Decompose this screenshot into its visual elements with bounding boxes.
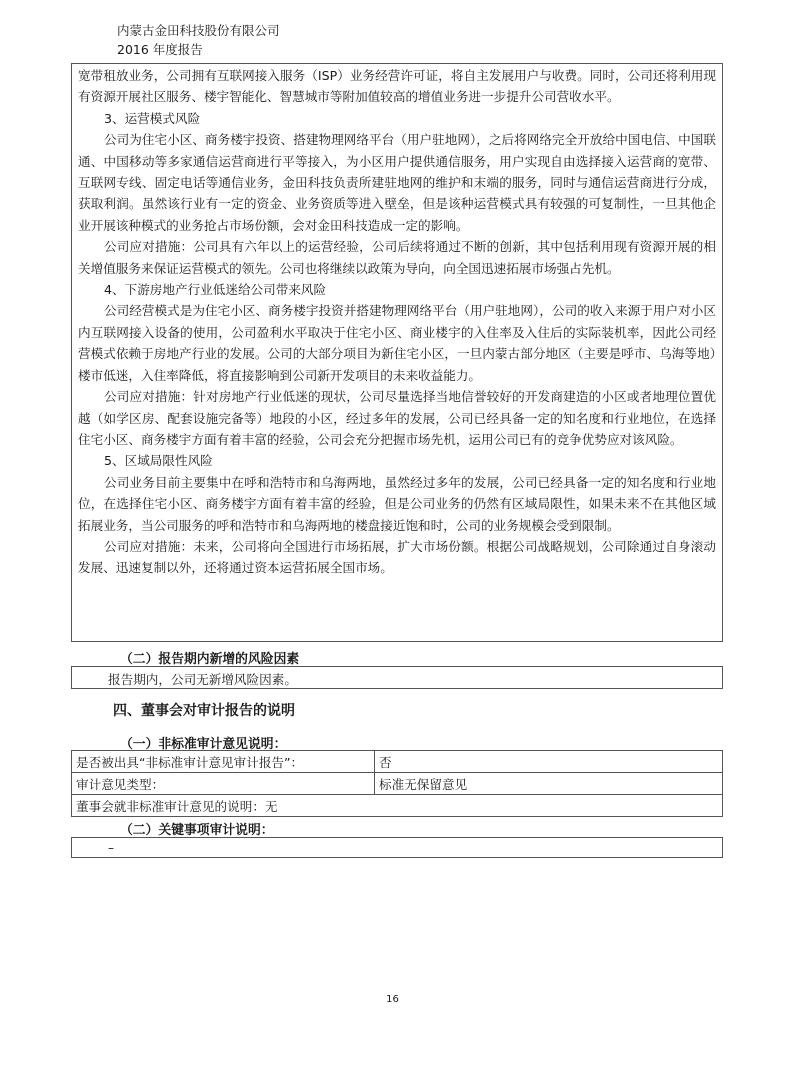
new-risk-title: （二）报告期内新增的风险因素 <box>120 652 300 667</box>
company-name: 内蒙古金田科技股份有限公司 <box>117 23 280 38</box>
table-cell-value: 否 <box>375 751 723 773</box>
paragraph: 公司经营模式是为住宅小区、商务楼宇投资并搭建物理网络平台（用户驻地网），公司的收入来源于用户对小区内互联网接入设备的使用，公司盈利水平取决于住宅小区、商业楼宇的入住率及入住后的实际装机率，因此公司经营模式依赖于房地产行业的发展。公司的大部分项目为新住宅小区，一旦内蒙古部分地区（主要是呼市、乌海等地）楼市低迷，入住率降低，将直接影响到公司新开发项目的未来收益能力。 <box>78 303 716 383</box>
report-title: 2016 年度报告 <box>117 42 203 57</box>
paragraph: 公司应对措施：针对房地产行业低迷的现状，公司尽量选择当地信誉较好的开发商建造的小区或者地理位置优越（如学区房、配套设施完备等）地段的小区，经过多年的发展，公司已经具备一定的知名度和行业地位，在选择住宅小区、商务楼宇方面有着丰富的经验，公司会充分把握市场先机，运用公司已有的竞争优势应对该风险。 <box>78 389 716 447</box>
new-risk-content: 报告期内，公司无新增风险因素。 <box>108 672 297 687</box>
new-risk-box <box>71 666 723 689</box>
key-matters-box <box>71 837 723 858</box>
risk-content-box <box>71 63 723 642</box>
table-cell-label: 审计意见类型： <box>72 773 375 795</box>
paragraph: 公司业务目前主要集中在呼和浩特市和乌海两地，虽然经过多年的发展，公司已经具备一定的知名度和行业地位，在选择住宅小区、商务楼宇方面有着丰富的经验，但是公司业务的仍然有区域局限性，如果未来不在其他区域拓展业务，当公司服务的呼和浩特市和乌海两地的楼盘接近饱和时，公司的业务规模会受到限制。 <box>78 474 716 533</box>
risk-heading-regional: 5、区域局限性风险 <box>104 453 213 469</box>
paragraph: 公司应对措施：公司具有六年以上的运营经验，公司后续将通过不断的创新，其中包括利用现有资源开展的相关增值服务来保证运营模式的领先。公司也将继续以政策为导向，向全国迅速拓展市场强占先机。 <box>78 239 716 276</box>
table-cell-value: 标准无保留意见 <box>375 773 723 795</box>
risk-heading-operating-model: 3、运营模式风险 <box>104 110 201 126</box>
paragraph: 公司应对措施：未来，公司将向全国进行市场拓展，扩大市场份额。根据公司战略规划，公司除通过自身滚动发展、迅速复制以外，还将通过资本运营拓展全国市场。 <box>78 538 716 576</box>
table-row <box>72 795 723 817</box>
key-matters-content: – <box>108 841 114 855</box>
board-note-cell: 董事会就非标准审计意见的说明：无 <box>72 795 723 817</box>
paragraph: 公司为住宅小区、商务楼宇投资、搭建物理网络平台（用户驻地网），之后将网络完全开放给中国电信、中国联通、中国移动等多家通信运营商进行平等接入，为小区用户提供通信服务，用户实现自由选择接入运营商的宽带、互联网专线、固定电话等通信业务，金田科技负责所建驻地网的维护和末端的服务，同时与通信运营商进行分成，获取利润。虽然该行业有一定的资金、业务资质等进入壁垒，但是该种运营模式具有较强的可复制性，一旦其他企业开展该种模式的业务抢占市场份额，会对金田科技造成一定的影响。 <box>78 132 716 233</box>
table-row <box>72 751 723 773</box>
audit-opinion-table <box>71 750 723 817</box>
section-heading: 四、董事会对审计报告的说明 <box>113 703 295 719</box>
page-header <box>117 21 280 59</box>
paragraph: 宽带租放业务，公司拥有互联网接入服务（ISP）业务经营许可证，将自主发展用户与收费。同时，公司还将利用现有资源开展社区服务、楼宇智能化、智慧城市等附加值较高的增值业务进一步提升公司营收水平。 <box>78 68 716 105</box>
key-matters-title: （二）关键事项审计说明： <box>120 823 274 838</box>
non-standard-opinion-title: （一）非标准审计意见说明： <box>120 737 287 752</box>
table-cell-label: 是否被出具“非标准审计意见审计报告”： <box>72 751 375 773</box>
risk-heading-real-estate: 4、下游房地产行业低迷给公司带来风险 <box>104 282 327 298</box>
page-number: 16 <box>386 994 399 1005</box>
table-row <box>72 773 723 795</box>
